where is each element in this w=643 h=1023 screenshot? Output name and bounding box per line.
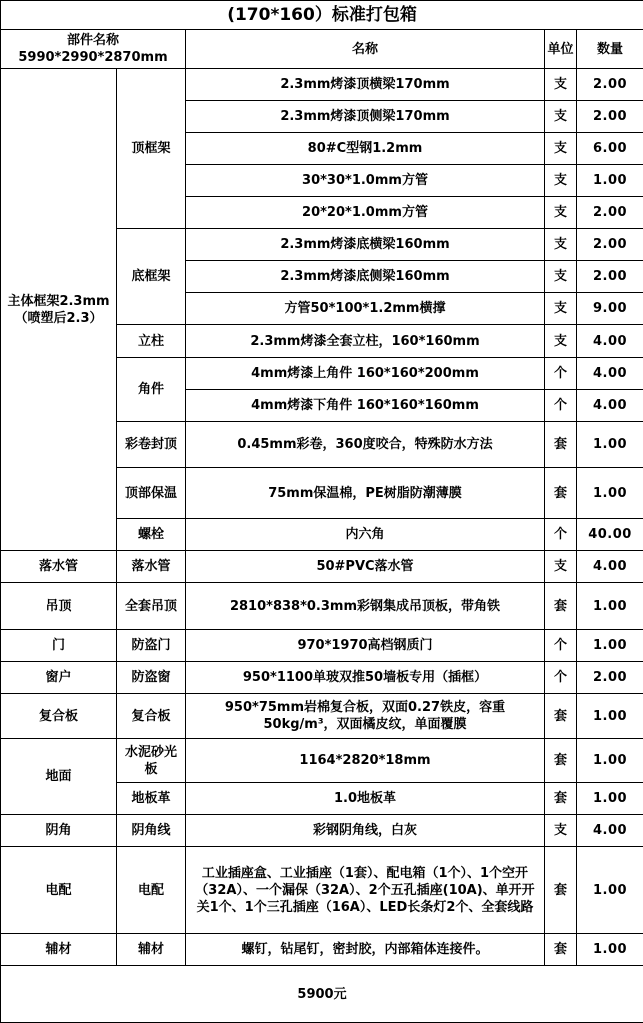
item-name: 4mm烤漆下角件 160*160*160mm bbox=[186, 390, 545, 422]
item-name: 彩钢阴角线，白灰 bbox=[186, 815, 545, 847]
item-name: 950*1100单玻双推50墙板专用（插框） bbox=[186, 662, 545, 694]
item-unit: 个 bbox=[545, 358, 577, 390]
part-name-label: 部件名称 bbox=[5, 32, 181, 49]
item-qty: 40.00 bbox=[577, 519, 643, 551]
total-price: 5900元 bbox=[1, 966, 643, 1023]
item-qty: 4.00 bbox=[577, 325, 643, 358]
item-qty: 1.00 bbox=[577, 694, 643, 739]
item-qty: 2.00 bbox=[577, 229, 643, 261]
item-qty: 1.00 bbox=[577, 583, 643, 630]
item-unit: 套 bbox=[545, 847, 577, 934]
item-name: 方管50*100*1.2mm横撑 bbox=[186, 293, 545, 325]
group-ceiling: 吊顶 bbox=[1, 583, 117, 630]
item-qty: 1.00 bbox=[577, 847, 643, 934]
group-corner: 阴角 bbox=[1, 815, 117, 847]
item-qty: 1.00 bbox=[577, 783, 643, 815]
item-unit: 支 bbox=[545, 229, 577, 261]
sub-top-insulation: 顶部保温 bbox=[117, 468, 186, 519]
quantity-header: 数量 bbox=[577, 30, 643, 69]
item-qty: 4.00 bbox=[577, 551, 643, 583]
item-qty: 2.00 bbox=[577, 261, 643, 293]
sub-corner-line: 阴角线 bbox=[117, 815, 186, 847]
unit-header: 单位 bbox=[545, 30, 577, 69]
item-name: 20*20*1.0mm方管 bbox=[186, 197, 545, 229]
item-name: 内六角 bbox=[186, 519, 545, 551]
sub-corner-fitting: 角件 bbox=[117, 358, 186, 422]
item-unit: 支 bbox=[545, 815, 577, 847]
sub-roof-sheet: 彩卷封顶 bbox=[117, 422, 186, 468]
item-qty: 4.00 bbox=[577, 815, 643, 847]
item-name: 75mm保温棉，PE树脂防潮薄膜 bbox=[186, 468, 545, 519]
part-dimensions: 5990*2990*2870mm bbox=[5, 49, 181, 66]
item-unit: 支 bbox=[545, 69, 577, 101]
item-unit: 套 bbox=[545, 934, 577, 966]
sub-security-window: 防盗窗 bbox=[117, 662, 186, 694]
sub-cement-board: 水泥砂光板 bbox=[117, 739, 186, 783]
item-name: 2.3mm烤漆顶横梁170mm bbox=[186, 69, 545, 101]
item-name: 1164*2820*18mm bbox=[186, 739, 545, 783]
item-unit: 套 bbox=[545, 583, 577, 630]
item-qty: 4.00 bbox=[577, 358, 643, 390]
item-name: 2810*838*0.3mm彩钢集成吊顶板，带角铁 bbox=[186, 583, 545, 630]
item-qty: 4.00 bbox=[577, 390, 643, 422]
item-unit: 支 bbox=[545, 165, 577, 197]
item-qty: 9.00 bbox=[577, 293, 643, 325]
item-unit: 支 bbox=[545, 325, 577, 358]
item-qty: 1.00 bbox=[577, 468, 643, 519]
item-qty: 1.00 bbox=[577, 934, 643, 966]
item-unit: 个 bbox=[545, 662, 577, 694]
sub-security-door: 防盗门 bbox=[117, 630, 186, 662]
item-name: 2.3mm烤漆底侧梁160mm bbox=[186, 261, 545, 293]
item-name: 1.0地板革 bbox=[186, 783, 545, 815]
item-unit: 套 bbox=[545, 694, 577, 739]
item-name: 30*30*1.0mm方管 bbox=[186, 165, 545, 197]
item-name: 950*75mm岩棉复合板，双面0.27铁皮，容重50kg/m³，双面橘皮纹，单面覆膜 bbox=[186, 694, 545, 739]
item-name: 970*1970高档钢质门 bbox=[186, 630, 545, 662]
sub-composite-board: 复合板 bbox=[117, 694, 186, 739]
page-title: (170*160）标准打包箱 bbox=[1, 1, 643, 30]
sub-bolt: 螺栓 bbox=[117, 519, 186, 551]
group-accessories: 辅材 bbox=[1, 934, 117, 966]
item-unit: 套 bbox=[545, 783, 577, 815]
item-unit: 支 bbox=[545, 101, 577, 133]
item-name: 4mm烤漆上角件 160*160*200mm bbox=[186, 358, 545, 390]
item-name: 50#PVC落水管 bbox=[186, 551, 545, 583]
item-name: 2.3mm烤漆全套立柱，160*160mm bbox=[186, 325, 545, 358]
item-qty: 1.00 bbox=[577, 165, 643, 197]
sub-floor-leather: 地板革 bbox=[117, 783, 186, 815]
group-main-frame: 主体框架2.3mm（喷塑后2.3） bbox=[1, 69, 117, 551]
item-qty: 2.00 bbox=[577, 69, 643, 101]
item-name: 2.3mm烤漆顶侧梁170mm bbox=[186, 101, 545, 133]
item-name: 螺钉，钻尾钉，密封胶，内部箱体连接件。 bbox=[186, 934, 545, 966]
group-floor: 地面 bbox=[1, 739, 117, 815]
part-name-header bbox=[1, 30, 186, 69]
item-name: 工业插座盒、工业插座（1套）、配电箱（1个）、1个空开（32A）、一个漏保（32A）、2个五孔插座(10A)、单开开关1个、1个三孔插座（16A）、LED长条灯2个、全套线路 bbox=[186, 847, 545, 934]
item-qty: 1.00 bbox=[577, 630, 643, 662]
item-qty: 6.00 bbox=[577, 133, 643, 165]
item-qty: 2.00 bbox=[577, 101, 643, 133]
group-door: 门 bbox=[1, 630, 117, 662]
item-unit: 个 bbox=[545, 630, 577, 662]
item-qty: 2.00 bbox=[577, 197, 643, 229]
sub-accessories: 辅材 bbox=[117, 934, 186, 966]
group-window: 窗户 bbox=[1, 662, 117, 694]
group-electrical: 电配 bbox=[1, 847, 117, 934]
sub-bottom-frame: 底框架 bbox=[117, 229, 186, 325]
item-name: 80#C型钢1.2mm bbox=[186, 133, 545, 165]
item-qty: 1.00 bbox=[577, 422, 643, 468]
sub-full-ceiling: 全套吊顶 bbox=[117, 583, 186, 630]
item-unit: 个 bbox=[545, 390, 577, 422]
item-unit: 支 bbox=[545, 551, 577, 583]
group-composite-board: 复合板 bbox=[1, 694, 117, 739]
item-name: 0.45mm彩卷，360度咬合，特殊防水方法 bbox=[186, 422, 545, 468]
item-unit: 套 bbox=[545, 468, 577, 519]
item-unit: 支 bbox=[545, 293, 577, 325]
name-header: 名称 bbox=[186, 30, 545, 69]
item-unit: 支 bbox=[545, 133, 577, 165]
sub-drain-pipe: 落水管 bbox=[117, 551, 186, 583]
item-unit: 支 bbox=[545, 261, 577, 293]
item-unit: 个 bbox=[545, 519, 577, 551]
sub-electrical: 电配 bbox=[117, 847, 186, 934]
sub-column: 立柱 bbox=[117, 325, 186, 358]
item-unit: 支 bbox=[545, 197, 577, 229]
item-name: 2.3mm烤漆底横梁160mm bbox=[186, 229, 545, 261]
item-unit: 套 bbox=[545, 422, 577, 468]
sub-top-frame: 顶框架 bbox=[117, 69, 186, 229]
item-unit: 套 bbox=[545, 739, 577, 783]
item-qty: 1.00 bbox=[577, 739, 643, 783]
item-qty: 2.00 bbox=[577, 662, 643, 694]
group-drain-pipe: 落水管 bbox=[1, 551, 117, 583]
